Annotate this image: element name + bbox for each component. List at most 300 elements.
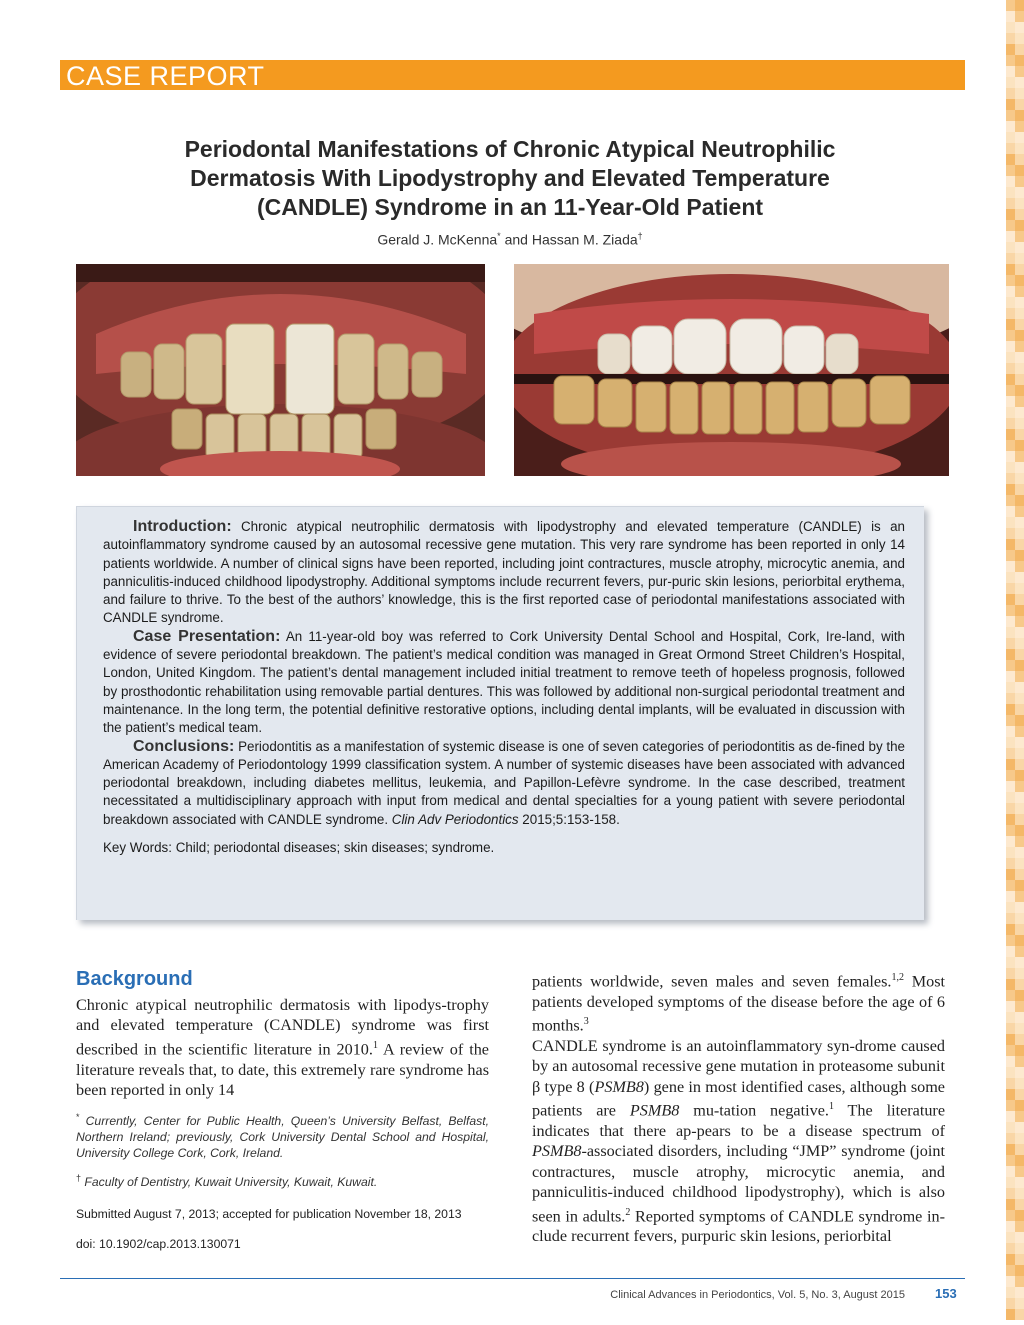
strip-cell (1006, 1111, 1015, 1122)
strip-cell (1015, 682, 1024, 693)
strip-cell (1006, 1188, 1015, 1199)
strip-cell (1006, 990, 1015, 1001)
strip-cell (1015, 1298, 1024, 1309)
strip-cell (1006, 803, 1015, 814)
strip-cell (1006, 1309, 1015, 1320)
strip-cell (1015, 341, 1024, 352)
strip-cell (1006, 605, 1015, 616)
strip-cell (1015, 121, 1024, 132)
strip-cell (1015, 44, 1024, 55)
strip-cell (1006, 253, 1015, 264)
strip-cell (1006, 429, 1015, 440)
strip-cell (1006, 836, 1015, 847)
reference-mark: 2 (625, 1206, 631, 1218)
strip-cell (1015, 286, 1024, 297)
author-name: Gerald J. McKenna (377, 231, 498, 248)
strip-cell (1006, 704, 1015, 715)
strip-cell (1006, 627, 1015, 638)
strip-cell (1006, 616, 1015, 627)
strip-cell (1015, 1232, 1024, 1243)
body-column-left (76, 968, 489, 1100)
strip-cell (1015, 1078, 1024, 1089)
strip-cell (1015, 0, 1024, 11)
strip-cell (1015, 319, 1024, 330)
strip-cell (1006, 176, 1015, 187)
strip-cell (1006, 957, 1015, 968)
strip-cell (1015, 506, 1024, 517)
strip-cell (1015, 176, 1024, 187)
strip-cell (1015, 1045, 1024, 1056)
strip-cell (1015, 165, 1024, 176)
strip-cell (1006, 968, 1015, 979)
strip-cell (1006, 275, 1015, 286)
strip-cell (1015, 572, 1024, 583)
strip-cell (1015, 1254, 1024, 1265)
case-presentation-text: An 11-year-old boy was referred to Cork University Dental School and Hospital, Cork, Ire-land, with evidence of severe periodontal breakdown. The patient’s medical condition was managed in Great Ormond Street Children’s Hospital, London, United Kingdom. The patient’s dental management included initial treatment to remove teeth of hopeless prognosis, followed by prosthodontic rehabilitation using removable partial dentures. This was followed by additional non-surgical periodontal treatment and maintenance. In the long term, the potential definitive restorative options, including dental implants, will be evaluated in discussion with the patient’s medical team. (103, 628, 906, 736)
strip-cell (1015, 517, 1024, 528)
strip-cell (1015, 869, 1024, 880)
strip-cell (1006, 682, 1015, 693)
strip-cell (1015, 264, 1024, 275)
strip-cell (1006, 1199, 1015, 1210)
strip-cell (1006, 1100, 1015, 1111)
strip-cell (1006, 1166, 1015, 1177)
strip-cell (1015, 1122, 1024, 1133)
strip-cell (1006, 935, 1015, 946)
strip-cell (1015, 594, 1024, 605)
strip-cell (1015, 1276, 1024, 1287)
key-words (103, 839, 905, 857)
strip-cell (1006, 913, 1015, 924)
strip-cell (1006, 572, 1015, 583)
strip-cell (1006, 242, 1015, 253)
decorative-side-strip (1006, 0, 1024, 1325)
footnote-text: Currently, Center for Public Health, Queen’s University Belfast, Belfast, Northern Ireland; previously, Cork University Dental School and Hospital, University College Cork, Cork, Ireland. (76, 1114, 489, 1161)
strip-cell (1015, 770, 1024, 781)
strip-cell (1006, 297, 1015, 308)
strip-cell (1006, 825, 1015, 836)
strip-cell (1006, 946, 1015, 957)
abstract-introduction (103, 518, 905, 628)
strip-cell (1006, 33, 1015, 44)
strip-cell (1015, 1144, 1024, 1155)
case-presentation-heading: Case Presentation: (133, 627, 281, 645)
strip-cell (1006, 1078, 1015, 1089)
paragraph-text: mu-tation negative. (679, 1101, 829, 1120)
strip-cell (1006, 1221, 1015, 1232)
strip-cell (1006, 132, 1015, 143)
key-words-heading: Key Words (103, 840, 169, 856)
strip-cell (1015, 748, 1024, 759)
strip-cell (1015, 1133, 1024, 1144)
strip-cell (1006, 264, 1015, 275)
strip-cell (1006, 902, 1015, 913)
strip-cell (1006, 1177, 1015, 1188)
strip-cell (1015, 1001, 1024, 1012)
strip-cell (1015, 781, 1024, 792)
strip-cell (1015, 1111, 1024, 1122)
strip-cell (1015, 814, 1024, 825)
abstract-text (103, 518, 905, 857)
strip-cell (1015, 1166, 1024, 1177)
strip-cell (1015, 715, 1024, 726)
strip-cell (1015, 1089, 1024, 1100)
strip-cell (1006, 66, 1015, 77)
strip-cell (1015, 1100, 1024, 1111)
strip-cell (1015, 583, 1024, 594)
introduction-text: Chronic atypical neutrophilic dermatosis with lipodystrophy and elevated temperature (CANDLE) is an autoinflammatory syndrome caused by an autosomal recessive gene mutation. This very rare syndrome has been reported in only 14 patients worldwide. A number of clinical signs have been reported, including joint contractures, muscle atrophy, microcytic anemia, and panniculitis-induced childhood lipodystrophy. Additional symptoms include recurrent fevers, pur-puric skin lesions, periorbital erythema, and failure to thrive. To the best of the authors’ knowledge, this is the first reported case of periodontal manifestations associated with CANDLE syndrome. (103, 519, 905, 626)
candle-paragraph (532, 1036, 945, 1247)
strip-cell (1006, 1243, 1015, 1254)
author-mark: * (497, 231, 501, 241)
strip-cell (1015, 704, 1024, 715)
introduction-heading: Introduction: (133, 518, 232, 535)
strip-cell (1015, 231, 1024, 242)
reference-mark: 1 (372, 1039, 378, 1051)
strip-cell (1006, 539, 1015, 550)
paragraph-text: Chronic atypical neutrophilic dermatosis with lipodys-trophy and elevated temperature (CANDLE) syndrome was first described in the scientific literature in 2010. (76, 996, 489, 1059)
paragraph-text: patients worldwide, seven males and seven females. (532, 972, 892, 991)
strip-cell (1006, 1210, 1015, 1221)
strip-cell (1015, 33, 1024, 44)
strip-cell (1006, 517, 1015, 528)
article-title (100, 135, 920, 222)
strip-cell (1006, 319, 1015, 330)
strip-cell (1006, 1287, 1015, 1298)
strip-cell (1006, 671, 1015, 682)
strip-cell (1015, 396, 1024, 407)
strip-cell (1015, 1265, 1024, 1276)
strip-cell (1006, 880, 1015, 891)
strip-cell (1015, 627, 1024, 638)
strip-cell (1006, 44, 1015, 55)
strip-cell (1015, 726, 1024, 737)
strip-cell (1006, 165, 1015, 176)
strip-cell (1006, 1122, 1015, 1133)
strip-cell (1006, 891, 1015, 902)
reference-mark: 1 (828, 1101, 834, 1113)
paragraph-text: ) gene in most identified cases, although some patients are (532, 1077, 945, 1120)
strip-cell (1015, 891, 1024, 902)
strip-cell (1015, 297, 1024, 308)
strip-cell (1006, 550, 1015, 561)
strip-cell (1006, 1056, 1015, 1067)
strip-cell (1015, 275, 1024, 286)
strip-cell (1006, 396, 1015, 407)
strip-cell (1015, 110, 1024, 121)
strip-cell (1015, 880, 1024, 891)
abstract-conclusions (103, 738, 905, 829)
strip-cell (1006, 88, 1015, 99)
strip-cell (1006, 1067, 1015, 1078)
strip-cell (1006, 374, 1015, 385)
strip-cell (1006, 1023, 1015, 1034)
strip-cell (1015, 1199, 1024, 1210)
strip-cell (1015, 1221, 1024, 1232)
citation-volume: 2015;5:153-158. (522, 811, 620, 827)
strip-cell (1015, 1309, 1024, 1320)
title-line: (CANDLE) Syndrome in an 11-Year-Old Patient (256, 194, 764, 220)
strip-cell (1006, 11, 1015, 22)
strip-cell (1015, 858, 1024, 869)
strip-cell (1006, 0, 1015, 11)
strip-cell (1015, 803, 1024, 814)
strip-cell (1015, 759, 1024, 770)
strip-cell (1006, 187, 1015, 198)
author-mark: † (637, 231, 643, 241)
strip-cell (1006, 385, 1015, 396)
strip-cell (1015, 330, 1024, 341)
strip-cell (1015, 605, 1024, 616)
background-heading: Background (76, 968, 193, 990)
author-separator: and (500, 231, 532, 248)
strip-cell (1006, 1232, 1015, 1243)
strip-cell (1006, 979, 1015, 990)
strip-cell (1006, 814, 1015, 825)
strip-cell (1015, 66, 1024, 77)
strip-cell (1015, 561, 1024, 572)
strip-cell (1006, 792, 1015, 803)
strip-cell (1015, 616, 1024, 627)
abstract-case-presentation (103, 628, 905, 738)
strip-cell (1015, 1155, 1024, 1166)
strip-cell (1006, 99, 1015, 110)
strip-cell (1015, 440, 1024, 451)
strip-cell (1015, 979, 1024, 990)
strip-cell (1015, 693, 1024, 704)
strip-cell (1015, 198, 1024, 209)
strip-cell (1006, 638, 1015, 649)
strip-cell (1006, 1133, 1015, 1144)
strip-cell (1006, 858, 1015, 869)
strip-cell (1006, 748, 1015, 759)
strip-cell (1015, 374, 1024, 385)
strip-cell (1015, 220, 1024, 231)
strip-cell (1015, 242, 1024, 253)
strip-cell (1015, 1177, 1024, 1188)
strip-cell (1015, 363, 1024, 374)
paragraph-text: Reported symptoms of CANDLE syndrome in-clude recurrent fevers, purpuric skin lesions, periorbital (532, 1207, 945, 1246)
strip-cell (1015, 11, 1024, 22)
strip-cell (1015, 660, 1024, 671)
strip-cell (1006, 473, 1015, 484)
strip-cell (1006, 121, 1015, 132)
strip-cell (1006, 1144, 1015, 1155)
reference-mark: 1,2 (891, 972, 904, 983)
strip-cell (1015, 1067, 1024, 1078)
strip-cell (1015, 99, 1024, 110)
strip-cell (1015, 1243, 1024, 1254)
background-paragraph (76, 995, 489, 1100)
strip-cell (1015, 462, 1024, 473)
strip-cell (1015, 550, 1024, 561)
strip-cell (1015, 1012, 1024, 1023)
paragraph-text: CANDLE syndrome is an autoinflammatory syn-drome caused by an autosomal recessive gene mutation in proteasome subunit β type 8 ( (532, 1037, 945, 1096)
strip-cell (1006, 495, 1015, 506)
page-number: 153 (935, 1286, 957, 1301)
strip-cell (1015, 957, 1024, 968)
banner-label: CASE REPORT (66, 61, 265, 91)
strip-cell (1006, 1045, 1015, 1056)
strip-cell (1006, 352, 1015, 363)
strip-cell (1006, 418, 1015, 429)
strip-cell (1015, 132, 1024, 143)
footnote-mark: * (76, 1112, 80, 1122)
strip-cell (1006, 869, 1015, 880)
strip-cell (1015, 308, 1024, 319)
key-words-text: : Child; periodontal diseases; skin diseases; syndrome. (168, 840, 495, 856)
strip-cell (1015, 154, 1024, 165)
strip-cell (1006, 451, 1015, 462)
strip-cell (1015, 902, 1024, 913)
strip-cell (1006, 198, 1015, 209)
background-paragraph-continued (532, 968, 945, 1036)
conclusions-heading: Conclusions: (133, 737, 235, 755)
strip-cell (1015, 1023, 1024, 1034)
strip-cell (1006, 660, 1015, 671)
strip-cell (1015, 990, 1024, 1001)
strip-cell (1006, 506, 1015, 517)
strip-cell (1006, 528, 1015, 539)
footer-journal: Clinical Advances in Periodontics, Vol. 5, No. 3, August 2015 (610, 1289, 905, 1301)
author-name: Hassan M. Ziada (531, 231, 638, 248)
strip-cell (1015, 825, 1024, 836)
strip-cell (1015, 924, 1024, 935)
strip-cell (1006, 231, 1015, 242)
paragraph-text: The literature indicates that there ap-pears to be a disease spectrum of (532, 1101, 946, 1141)
strip-cell (1006, 1155, 1015, 1166)
author-line (100, 231, 920, 248)
strip-cell (1015, 209, 1024, 220)
strip-cell (1006, 693, 1015, 704)
strip-cell (1006, 308, 1015, 319)
strip-cell (1006, 22, 1015, 33)
strip-cell (1015, 88, 1024, 99)
strip-cell (1015, 418, 1024, 429)
clinical-photo-after (514, 264, 949, 476)
strip-cell (1006, 143, 1015, 154)
gene-name: PSMB8 (594, 1077, 644, 1096)
strip-cell (1015, 847, 1024, 858)
footnote-text: Faculty of Dentistry, Kuwait University, Kuwait, Kuwait. (81, 1175, 378, 1190)
strip-cell (1015, 407, 1024, 418)
strip-cell (1006, 649, 1015, 660)
footnote-affiliation-2 (76, 1170, 489, 1190)
strip-cell (1006, 341, 1015, 352)
strip-cell (1015, 55, 1024, 66)
strip-cell (1006, 363, 1015, 374)
strip-cell (1015, 22, 1024, 33)
strip-cell (1006, 594, 1015, 605)
strip-cell (1015, 187, 1024, 198)
strip-cell (1015, 1034, 1024, 1045)
strip-cell (1006, 462, 1015, 473)
case-report-banner (60, 60, 965, 90)
title-line: Periodontal Manifestations of Chronic Atypical Neutrophilic (184, 136, 836, 162)
strip-cell (1015, 737, 1024, 748)
strip-cell (1015, 638, 1024, 649)
footnote-affiliation-1 (76, 1109, 489, 1161)
strip-cell (1006, 924, 1015, 935)
strip-cell (1006, 220, 1015, 231)
strip-cell (1006, 1276, 1015, 1287)
strip-cell (1006, 209, 1015, 220)
doi-link[interactable]: doi: 10.1902/cap.2013.130071 (76, 1237, 241, 1251)
strip-cell (1006, 154, 1015, 165)
strip-cell (1015, 671, 1024, 682)
strip-cell (1006, 1089, 1015, 1100)
strip-cell (1015, 352, 1024, 363)
strip-cell (1015, 946, 1024, 957)
journal-citation: Clin Adv Periodontics (391, 811, 519, 827)
footer-rule (60, 1278, 965, 1279)
strip-cell (1006, 407, 1015, 418)
strip-cell (1006, 726, 1015, 737)
body-column-right (532, 968, 945, 1247)
gene-name: PSMB8 (629, 1101, 680, 1120)
strip-cell (1015, 968, 1024, 979)
strip-cell (1006, 110, 1015, 121)
strip-cell (1015, 473, 1024, 484)
strip-cell (1006, 561, 1015, 572)
strip-cell (1006, 330, 1015, 341)
strip-cell (1015, 935, 1024, 946)
strip-cell (1006, 1034, 1015, 1045)
reference-mark: 3 (583, 1016, 589, 1028)
strip-cell (1015, 528, 1024, 539)
strip-cell (1006, 1298, 1015, 1309)
strip-cell (1006, 583, 1015, 594)
strip-cell (1006, 737, 1015, 748)
strip-cell (1006, 55, 1015, 66)
strip-cell (1006, 1012, 1015, 1023)
strip-cell (1006, 1254, 1015, 1265)
strip-cell (1006, 759, 1015, 770)
paragraph-text: -associated disorders, including “JMP” syndrome (joint contractures, muscle atrophy, microcytic anemia, and panniculitis-induced childhood lipodystrophy), which is also seen in adults. (532, 1142, 945, 1226)
strip-cell (1015, 143, 1024, 154)
strip-cell (1015, 649, 1024, 660)
strip-cell (1006, 440, 1015, 451)
strip-cell (1015, 385, 1024, 396)
paragraph-text: Most patients developed symptoms of the disease before the age of 6 months. (532, 972, 945, 1035)
strip-cell (1015, 792, 1024, 803)
strip-cell (1006, 1265, 1015, 1276)
clinical-photo-before (76, 264, 485, 476)
strip-cell (1015, 836, 1024, 847)
strip-cell (1015, 539, 1024, 550)
strip-cell (1015, 429, 1024, 440)
abstract-box (76, 506, 924, 920)
strip-cell (1006, 286, 1015, 297)
strip-cell (1006, 77, 1015, 88)
strip-cell (1006, 781, 1015, 792)
conclusions-text: Periodontitis as a manifestation of systemic disease is one of seven categories of periodontitis as de-fined by the American Academy of Periodontology 1999 classification system. A number of systemic diseases have been associated with advanced periodontal breakdown, including diabetes mellitus, leukemia, and Papillon-Lefèvre syndrome. In the case described, treatment necessitated a multidisciplinary approach with input from medical and dental specialties for a young patient with severe periodontal breakdown associated with CANDLE syndrome. (103, 738, 905, 827)
strip-cell (1006, 484, 1015, 495)
strip-cell (1015, 1188, 1024, 1199)
footnote-mark: † (76, 1173, 82, 1183)
title-line: Dermatosis With Lipodystrophy and Elevated Temperature (190, 165, 830, 191)
strip-cell (1015, 451, 1024, 462)
strip-cell (1015, 77, 1024, 88)
strip-cell (1015, 913, 1024, 924)
strip-cell (1006, 715, 1015, 726)
strip-cell (1015, 253, 1024, 264)
strip-cell (1006, 770, 1015, 781)
strip-cell (1015, 495, 1024, 506)
gene-name: PSMB8 (532, 1142, 582, 1161)
submission-dates: Submitted August 7, 2013; accepted for publication November 18, 2013 (76, 1207, 462, 1221)
strip-cell (1015, 1287, 1024, 1298)
